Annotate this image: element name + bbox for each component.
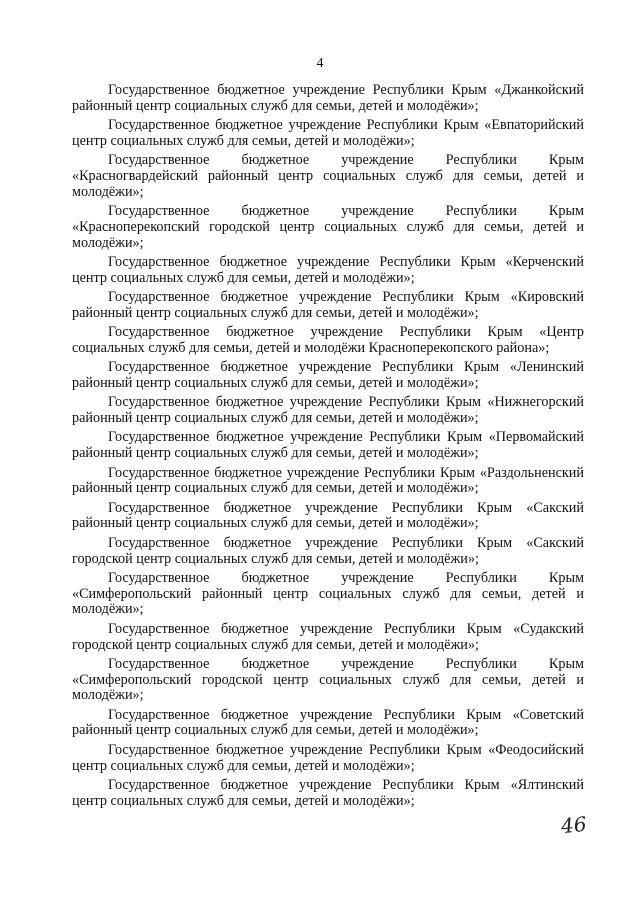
paragraph: Государственное бюджетное учреждение Республики Крым «Кировский районный центр социальных служб для семьи, детей и молодёжи»; xyxy=(72,289,584,321)
paragraph: Государственное бюджетное учреждение Республики Крым «Сакский городской центр социальных служб для семьи, детей и молодёжи»; xyxy=(72,534,584,567)
paragraph: Государственное бюджетное учреждение Республики Крым «Центр социальных служб для семьи, детей и молодёжи Красноперекопского района»; xyxy=(72,324,584,356)
paragraph: Государственное бюджетное учреждение Республики Крым «Ялтинский центр социальных служб для семьи, детей и молодёжи»; xyxy=(72,776,584,809)
paragraph: Государственное бюджетное учреждение Республики Крым «Красногвардейский районный центр социальных служб для семьи, детей и молодёжи»; xyxy=(72,152,584,200)
paragraph: Государственное бюджетное учреждение Республики Крым «Керченский центр социальных служб для семьи, детей и молодёжи»; xyxy=(72,253,584,286)
paragraph: Государственное бюджетное учреждение Республики Крым «Ленинский районный центр социальных служб для семьи, детей и молодёжи»; xyxy=(72,359,584,392)
paragraph: Государственное бюджетное учреждение Республики Крым «Сакский районный центр социальных служб для семьи, детей и молодёжи»; xyxy=(72,499,584,532)
document-body xyxy=(72,83,584,813)
paragraph: Государственное бюджетное учреждение Республики Крым «Красноперекопский городской центр социальных служб для семьи, детей и молодёжи»; xyxy=(72,203,584,251)
paragraph: Государственное бюджетное учреждение Республики Крым «Феодосийский центр социальных служб для семьи, детей и молодёжи»; xyxy=(72,741,584,774)
paragraph: Государственное бюджетное учреждение Республики Крым «Судакский городской центр социальных служб для семьи, детей и молодёжи»; xyxy=(72,620,584,653)
paragraph: Государственное бюджетное учреждение Республики Крым «Джанкойский районный центр социальных служб для семьи, детей и молодёжи»; xyxy=(72,82,584,114)
paragraph: Государственное бюджетное учреждение Республики Крым «Советский районный центр социальных служб для семьи, детей и молодёжи»; xyxy=(72,706,584,739)
paragraph: Государственное бюджетное учреждение Республики Крым «Первомайский районный центр социальных служб для семьи, детей и молодёжи»; xyxy=(72,429,584,462)
paragraph: Государственное бюджетное учреждение Республики Крым «Евпаторийский центр социальных служб для семьи, детей и молодёжи»; xyxy=(72,117,584,149)
paragraph: Государственное бюджетное учреждение Республики Крым «Симферопольский районный центр социальных служб для семьи, детей и молодёжи»; xyxy=(72,569,584,618)
paragraph: Государственное бюджетное учреждение Республики Крым «Нижнегорский районный центр социальных служб для семьи, детей и молодёжи»; xyxy=(72,394,584,427)
handwritten-sheet-number: 46 xyxy=(559,811,588,839)
page-number: 4 xyxy=(316,56,324,71)
paragraph: Государственное бюджетное учреждение Республики Крым «Симферопольский городской центр социальных служб для семьи, детей и молодёжи»; xyxy=(72,655,584,704)
paragraph: Государственное бюджетное учреждение Республики Крым «Раздольненский районный центр социальных служб для семьи, детей и молодёжи»; xyxy=(72,464,584,497)
